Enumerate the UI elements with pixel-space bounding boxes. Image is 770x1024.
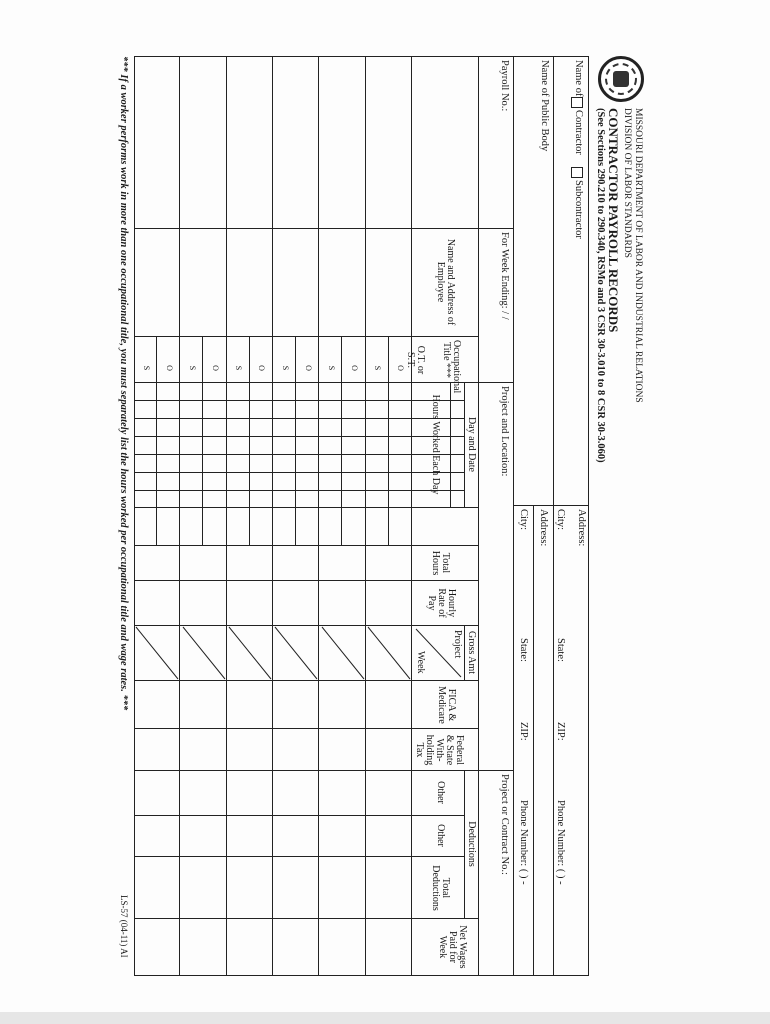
subcontractor-checkbox[interactable] — [571, 167, 583, 178]
hours-each-day-header: Hours Worked Each Day — [430, 394, 441, 495]
other-header-2: Other — [435, 824, 446, 847]
payroll-no-label: Payroll No.: — [499, 60, 510, 112]
ot-st-row-label: S — [280, 365, 290, 371]
public-body-city-label: City: — [518, 509, 529, 531]
gross-amt-header: Gross Amt — [466, 630, 477, 675]
row-divider — [272, 56, 273, 976]
department-seal-icon — [598, 56, 644, 102]
subrow-divider — [203, 336, 204, 545]
ot-st-row-label: O — [257, 365, 267, 371]
hourly-rate-header: Hourly Rate of Pay — [426, 588, 457, 618]
ot-st-row-label: S — [187, 365, 197, 371]
public-body-zip-label: ZIP: — [518, 722, 529, 741]
contractor-state-label: State: — [555, 638, 566, 662]
row-divider — [365, 56, 366, 976]
row-divider — [318, 56, 319, 976]
name-address-header: Name and Address of Employee — [435, 238, 456, 326]
total-deductions-header: Total Deductions — [430, 865, 451, 911]
form-subtitle: (See Sections 290.210 to 290.340, RSMo and 3 CSR 30-3.010 to 8 CSR 30-3.060) — [595, 108, 606, 463]
ot-st-row-label: O — [303, 365, 313, 371]
gross-amount-diagonal — [181, 625, 227, 681]
contractor-phone-label: Phone Number: ( ) - — [555, 800, 566, 885]
occupational-title-header: Occupational Title *** — [441, 340, 462, 394]
ot-st-row-label: S — [141, 365, 151, 371]
subrow-divider — [156, 336, 157, 545]
name-of-label: Name of — [573, 60, 584, 97]
gross-week-header: Week — [415, 651, 426, 674]
gross-amount-diagonal — [366, 625, 412, 681]
contractor-zip-label: ZIP: — [555, 722, 566, 741]
subrow-divider — [342, 336, 343, 545]
footnote: *** If a worker performs work in more than one occupational title, you must separately list the hours worked per occupational title and wage rates. *** — [118, 56, 129, 711]
contractor-city-label: City: — [555, 509, 566, 531]
gross-amount-diagonal — [273, 625, 319, 681]
total-hours-header: Total Hours — [430, 550, 451, 576]
net-wages-header: Net Wages Paid for Week — [437, 925, 468, 969]
week-ending-label: For Week Ending: / / — [499, 232, 510, 320]
gross-amount-diagonal — [134, 625, 180, 681]
ot-st-row-label: S — [234, 365, 244, 371]
division-name: DIVISION OF LABOR STANDARDS — [622, 108, 632, 258]
project-contract-label: Project or Contract No.: — [499, 774, 510, 875]
deductions-header: Deductions — [466, 821, 477, 867]
contractor-address-label: Address: — [576, 509, 587, 547]
form-code: LS-57 (04-11) AI — [119, 895, 129, 958]
gross-project-header: Project — [452, 630, 463, 659]
ot-st-row-label: O — [396, 365, 406, 371]
ot-st-row-label: O — [164, 365, 174, 371]
public-body-address-label: Address: — [538, 509, 549, 547]
subrow-divider — [249, 336, 250, 545]
gross-amount-diagonal — [227, 625, 273, 681]
gross-header-diagonal — [412, 625, 465, 681]
row-divider — [179, 56, 180, 976]
contractor-checkbox[interactable] — [571, 97, 583, 108]
ot-st-row-label: S — [373, 365, 383, 371]
gross-amount-diagonal — [320, 625, 366, 681]
public-body-phone-label: Phone Number: ( ) - — [518, 800, 529, 885]
ot-st-header: O.T. or S.T. — [405, 345, 426, 375]
subrow-divider — [295, 336, 296, 545]
fica-header: FICA & Medicare — [436, 686, 457, 724]
other-header-1: Other — [435, 781, 446, 804]
ot-st-row-label: O — [211, 365, 221, 371]
subcontractor-label: Subcontractor — [573, 180, 584, 239]
ot-st-row-label: O — [350, 365, 360, 371]
form-title: CONTRACTOR PAYROLL RECORDS — [606, 108, 621, 333]
ot-st-row-label: S — [326, 365, 336, 371]
agency-name: MISSOURI DEPARTMENT OF LABOR AND INDUSTRIAL RELATIONS — [633, 108, 643, 403]
contractor-label: Contractor — [573, 110, 584, 155]
subrow-divider — [388, 336, 389, 545]
public-body-label: Name of Public Body — [539, 60, 550, 152]
project-location-label: Project and Location: — [499, 386, 510, 477]
day-date-header: Day and Date — [466, 417, 477, 472]
public-body-state-label: State: — [518, 638, 529, 662]
row-divider — [226, 56, 227, 976]
federal-state-header: Federal & State With-holding Tax — [414, 734, 465, 766]
